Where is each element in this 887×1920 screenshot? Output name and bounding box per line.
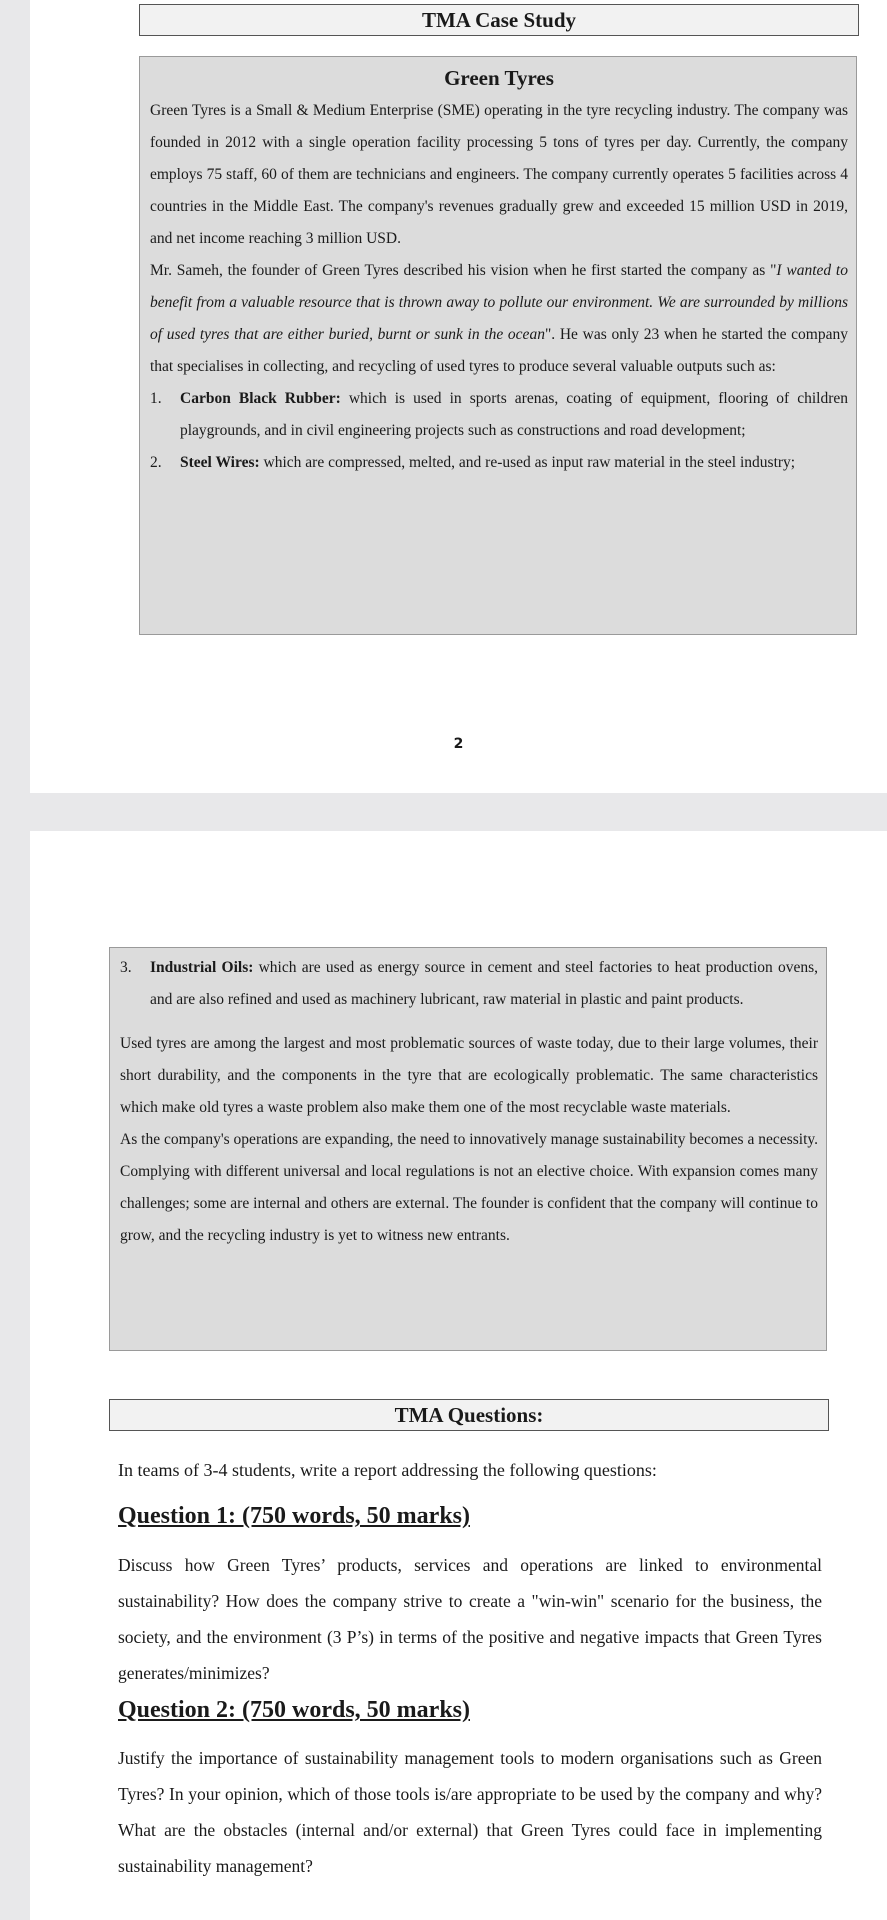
founder-quote: I wanted to benefit from a valuable resource that is thrown away to pollute our environment. We are surrounded by millions of used tyres that are either buried, burnt or sunk in the ocean — [150, 262, 848, 343]
question-1-heading: Question 1: (750 words, 50 marks) — [118, 1503, 470, 1529]
questions-title: TMA Questions: — [109, 1399, 829, 1431]
case-paragraph-2: Mr. Sameh, the founder of Green Tyres described his vision when he first started the company as "I wanted to benefit from a valuable resource that is thrown away to pollute our environment. We are surrounded by millions of used tyres that are either buried, burnt or sunk in the ocean". He was only 23 when he started the company that specialises in collecting, and recycling of used tyres to produce several valuable outputs such as: — [150, 262, 848, 375]
list-item: 3. Industrial Oils: which are used as energy source in cement and steel factories to heat production ovens, and are also refined and used as machinery lubricant, raw material in plastic and paint products. — [120, 959, 818, 1008]
question-1-text: Discuss how Green Tyres’ products, services and operations are linked to environmental sustainability? How does the company strive to create a "win-win" scenario for the business, the society, and the environment (3 P’s) in terms of the positive and negative impacts that Green Tyres generates/minimizes? — [118, 1555, 822, 1683]
questions-intro: In teams of 3-4 students, write a report addressing the following questions: — [118, 1460, 657, 1480]
page-number: 2 — [453, 736, 464, 752]
case-paragraph-3: Used tyres are among the largest and most problematic sources of waste today, due to their large volumes, their short durability, and the components in the tyre that are ecologically problematic. The same characteristics which make old tyres a waste problem also make them one of the most recyclable waste materials. — [120, 1035, 818, 1116]
list-item: 2. Steel Wires: which are compressed, melted, and re-used as input raw material in the steel industry; — [150, 454, 796, 471]
case-study-title: TMA Case Study — [139, 4, 859, 36]
question-2-heading: Question 2: (750 words, 50 marks) — [118, 1697, 470, 1723]
question-2-text: Justify the importance of sustainability management tools to modern organisations such as Green Tyres? In your opinion, which of those tools is/are appropriate to be used by the company and why? What are the obstacles (internal and/or external) that Green Tyres could face in implementing sustainability management? — [118, 1748, 822, 1876]
case-paragraph-1: Green Tyres is a Small & Medium Enterprise (SME) operating in the tyre recycling industry. The company was founded in 2012 with a single operation facility processing 5 tons of tyres per day. Currently, the company employs 75 staff, 60 of them are technicians and engineers. The company currently operates 5 facilities across 4 countries in the Middle East. The company's revenues gradually grew and exceeded 15 million USD in 2019, and net income reaching 3 million USD. — [150, 102, 848, 247]
case-title: Green Tyres — [444, 66, 554, 90]
list-item: 1. Carbon Black Rubber: which is used in sports arenas, coating of equipment, flooring of children playgrounds, and in civil engineering projects such as constructions and road development; — [150, 390, 848, 439]
case-description-box — [139, 56, 857, 635]
case-paragraph-4: As the company's operations are expanding, the need to innovatively manage sustainability becomes a necessity. Complying with different universal and local regulations is not an elective choice. With expansion comes many challenges; some are internal and others are external. The founder is confident that the company will continue to grow, and the recycling industry is yet to witness new entrants. — [120, 1131, 818, 1244]
case-continued-box — [109, 947, 827, 1351]
document-page-1 — [30, 0, 887, 793]
